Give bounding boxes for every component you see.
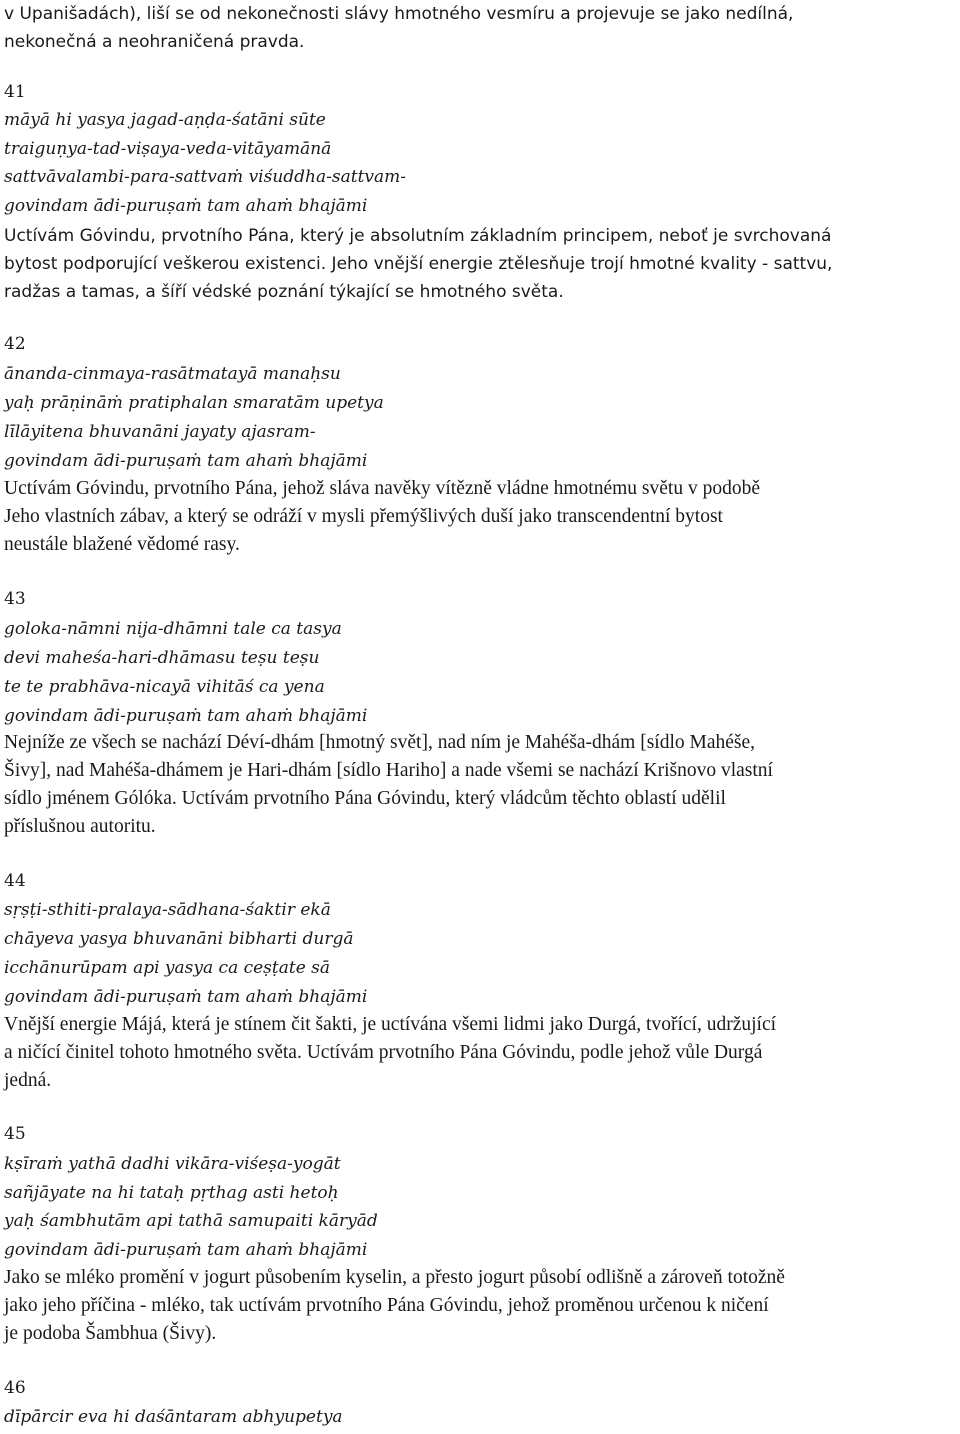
verse-sanskrit-line: govindam ādi-puruṣaṁ tam ahaṁ bhajāmi [4,706,368,726]
verse-sanskrit-line: icchānurūpam api yasya ca ceṣṭate sā [4,958,331,978]
verse-sanskrit-line: ānanda-cinmaya-rasātmatayā manaḥsu [4,364,341,384]
verse-sanskrit-line: govindam ādi-puruṣaṁ tam ahaṁ bhajāmi [4,196,368,216]
verse-sanskrit-line: yaḥ prāṇināṁ pratiphalan smaratām upetya [4,393,384,413]
intro-line: nekonečná a neohraničená pravda. [4,32,305,52]
verse-sanskrit-line: māyā hi yasya jagad-aṇḍa-śatāni sūte [4,110,326,130]
verse-translation-line: bytost podporující veškerou existenci. Jeho vnější energie ztělesňuje trojí hmotné kvality - sattvu, [4,254,833,274]
verse-translation-line: jako jeho příčina - mléko, tak uctívám prvotního Pána Góvindu, jehož proměnou určenou k ničení [4,1295,769,1316]
verse-sanskrit-line: govindam ādi-puruṣaṁ tam ahaṁ bhajāmi [4,1240,368,1260]
verse-sanskrit-line: chāyeva yasya bhuvanāni bibharti durgā [4,929,354,949]
verse-translation-line: radžas a tamas, a šíří védské poznání týkající se hmotného světa. [4,282,564,302]
verse-translation-line: jedná. [4,1070,52,1091]
verse-translation-line: Nejníže ze všech se nachází Déví-dhám [hmotný svět], nad ním je Mahéša-dhám [sídlo Mahéše, [4,732,756,753]
verse-sanskrit-line: kṣīraṁ yathā dadhi vikāra-viśeṣa-yogāt [4,1154,341,1174]
verse-sanskrit-line: govindam ādi-puruṣaṁ tam ahaṁ bhajāmi [4,451,368,471]
intro-line: v Upanišadách), liší se od nekonečnosti slávy hmotného vesmíru a projevuje se jako nedílná, [4,4,794,24]
verse-number: 44 [4,871,26,891]
verse-sanskrit-line: sattvāvalambi-para-sattvaṁ viśuddha-sattvam- [4,167,406,187]
verse-translation-line: je podoba Šambhua (Šivy). [4,1323,217,1344]
verse-number: 45 [4,1124,26,1144]
verse-translation-line: neustále blažené vědomé rasy. [4,534,240,555]
verse-sanskrit-line: sṛṣṭi-sthiti-pralaya-sādhana-śaktir ekā [4,900,331,920]
verse-sanskrit-line: yaḥ śambhutām api tathā samupaiti kāryād [4,1211,378,1231]
verse-translation-line: Jeho vlastních zábav, a který se odráží v mysli přemýšlivých duší jako transcendentní bytost [4,506,723,527]
verse-translation-line: a ničící činitel tohoto hmotného světa. Uctívám prvotního Pána Góvindu, podle jehož vůle Durgá [4,1042,763,1063]
verse-sanskrit-line: līlāyitena bhuvanāni jayaty ajasram- [4,422,316,442]
verse-sanskrit-line: dīpārcir eva hi daśāntaram abhyupetya [4,1407,343,1427]
verse-translation-line: Jako se mléko promění v jogurt působením kyselin, a přesto jogurt působí odlišně a zároveň totožně [4,1267,785,1288]
verse-sanskrit-line: te te prabhāva-nicayā vihitāś ca yena [4,677,325,697]
verse-number: 41 [4,82,26,102]
verse-sanskrit-line: devi maheśa-hari-dhāmasu teṣu teṣu [4,648,320,668]
verse-number: 46 [4,1378,26,1398]
verse-translation-line: Vnější energie Májá, která je stínem čit šakti, je uctívána všemi lidmi jako Durgá, tvořící, udržující [4,1014,777,1035]
verse-number: 42 [4,334,26,354]
verse-sanskrit-line: goloka-nāmni nija-dhāmni tale ca tasya [4,619,342,639]
verse-translation-line: Uctívám Góvindu, prvotního Pána, jehož sláva navěky vítězně vládne hmotnému světu v podobě [4,478,760,499]
verse-sanskrit-line: sañjāyate na hi tataḥ pṛthag asti hetoḥ [4,1183,339,1203]
verse-translation-line: Šivy], nad Mahéša-dhámem je Hari-dhám [sídlo Hariho] a nade všemi se nachází Krišnovo vlastní [4,760,773,781]
verse-number: 43 [4,589,26,609]
verse-translation-line: příslušnou autoritu. [4,816,156,837]
verse-sanskrit-line: govindam ādi-puruṣaṁ tam ahaṁ bhajāmi [4,987,368,1007]
verse-sanskrit-line: traiguṇya-tad-viṣaya-veda-vitāyamānā [4,139,332,159]
verse-translation-line: Uctívám Góvindu, prvotního Pána, který je absolutním základním principem, neboť je svrchovaná [4,226,832,246]
verse-translation-line: sídlo jménem Gólóka. Uctívám prvotního Pána Góvindu, který vládcům těchto oblastí udělil [4,788,726,809]
